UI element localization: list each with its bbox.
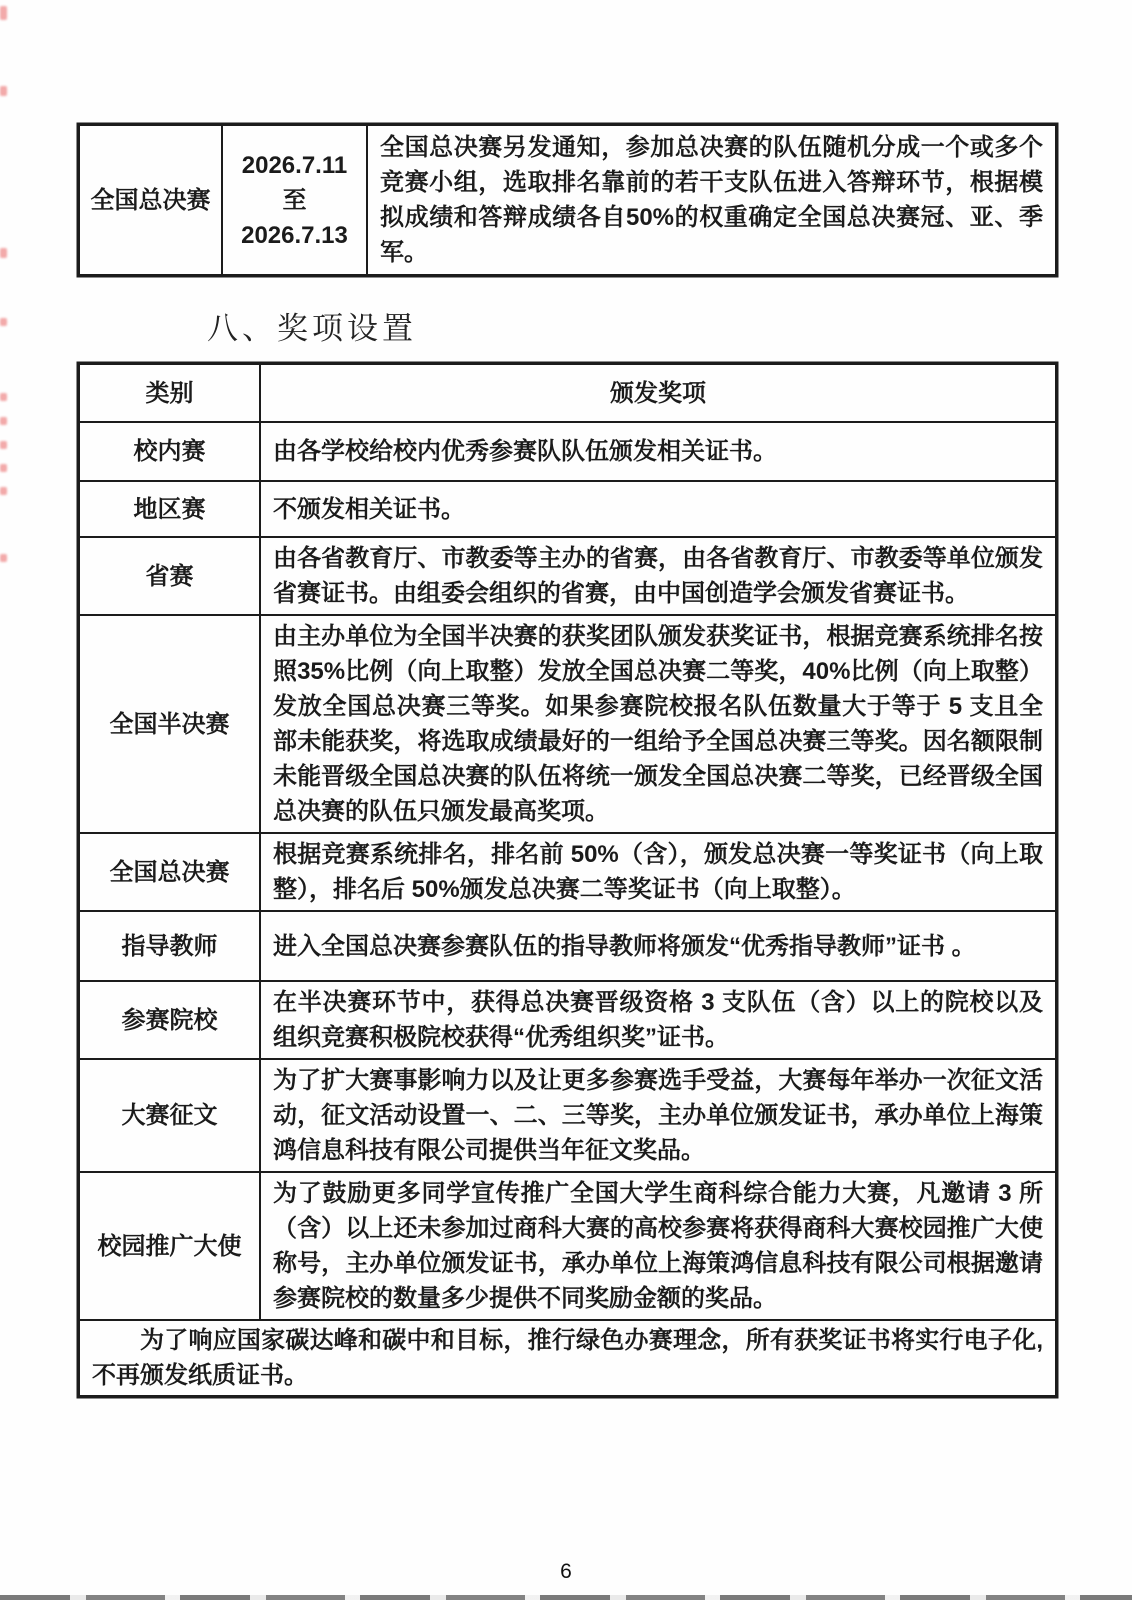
schedule-row <box>79 125 1056 275</box>
scan-artifact <box>0 441 7 449</box>
award-row-national-final <box>79 833 1056 911</box>
date-end: 2026.7.13 <box>241 221 348 249</box>
section-heading: 八、奖项设置 <box>207 311 417 346</box>
award-cell: 为了鼓励更多同学宣传推广全国大学生商科综合能力大赛，凡邀请 3 所（含）以上还未参加过商科大赛的高校参赛将获得商科大赛校园推广大使称号，主办单位颁发证书，承办单位上海策鸿信息科技有限公司根据邀请参赛院校的数量多少提供不同奖励金额的奖品。 <box>260 1172 1056 1320</box>
scan-artifact <box>0 318 7 326</box>
page-number: 6 <box>560 1560 572 1583</box>
scan-artifact <box>0 464 7 472</box>
award-row-advisors <box>79 911 1056 981</box>
category-cell: 参赛院校 <box>79 981 260 1059</box>
awards-table <box>78 363 1057 1397</box>
category-cell: 地区赛 <box>79 481 260 537</box>
award-cell: 进入全国总决赛参赛队伍的指导教师将颁发“优秀指导教师”证书 。 <box>260 911 1056 981</box>
award-row-essay-contest <box>79 1059 1056 1172</box>
category-cell: 校内赛 <box>79 422 260 481</box>
award-row-regional-round <box>79 481 1056 537</box>
scan-artifact <box>0 86 7 96</box>
schedule-stage-cell: 全国总决赛 <box>79 125 222 275</box>
category-cell: 指导教师 <box>79 911 260 981</box>
scan-artifact <box>0 554 7 562</box>
schedule-dates-cell <box>222 125 367 275</box>
footer-note: 为了响应国家碳达峰和碳中和目标，推行绿色办赛理念，所有获奖证书将实行电子化,不再颁发纸质证书。 <box>79 1320 1056 1396</box>
category-cell: 全国总决赛 <box>79 833 260 911</box>
award-cell: 由主办单位为全国半决赛的获奖团队颁发获奖证书，根据竞赛系统排名按照35%比例（向上取整）发放全国总决赛二等奖，40%比例（向上取整）发放全国总决赛三等奖。如果参赛院校报名队伍数量大于等于 5 支且全部未能获奖，将选取成绩最好的一组给予全国总决赛三等奖。因名额限制未能晋级全国总决赛的队伍将统一颁发全国总决赛二等奖，已经晋级全国总决赛的队伍只颁发最高奖项。 <box>260 615 1056 833</box>
date-separator: 至 <box>282 186 307 214</box>
schedule-table <box>78 124 1057 276</box>
category-cell: 省赛 <box>79 537 260 615</box>
award-row-school-round <box>79 422 1056 481</box>
scan-artifact <box>0 393 7 401</box>
scan-edge-artifact <box>0 1595 1132 1600</box>
award-cell: 由各省教育厅、市教委等主办的省赛，由各省教育厅、市教委等单位颁发省赛证书。由组委会组织的省赛，由中国创造学会颁发省赛证书。 <box>260 537 1056 615</box>
scan-artifact <box>0 248 7 258</box>
award-cell: 为了扩大赛事影响力以及让更多参赛选手受益，大赛每年举办一次征文活动，征文活动设置一、二、三等奖，主办单位颁发证书，承办单位上海策鸿信息科技有限公司提供当年征文奖品。 <box>260 1059 1056 1172</box>
header-category: 类别 <box>79 364 260 422</box>
schedule-description-cell: 全国总决赛另发通知，参加总决赛的队伍随机分成一个或多个竞赛小组，选取排名靠前的若干支队伍进入答辩环节，根据模拟成绩和答辩成绩各自50%的权重确定全国总决赛冠、亚、季军。 <box>367 125 1056 275</box>
award-cell: 由各学校给校内优秀参赛队队伍颁发相关证书。 <box>260 422 1056 481</box>
header-award: 颁发奖项 <box>260 364 1056 422</box>
scan-artifact <box>0 6 7 20</box>
category-cell: 全国半决赛 <box>79 615 260 833</box>
award-cell: 不颁发相关证书。 <box>260 481 1056 537</box>
award-cell: 根据竞赛系统排名，排名前 50%（含），颁发总决赛一等奖证书（向上取整），排名后 50%颁发总决赛二等奖证书（向上取整）。 <box>260 833 1056 911</box>
scan-artifact <box>0 417 7 425</box>
date-start: 2026.7.11 <box>241 151 348 179</box>
scan-artifact <box>0 487 7 495</box>
category-cell: 校园推广大使 <box>79 1172 260 1320</box>
category-cell: 大赛征文 <box>79 1059 260 1172</box>
awards-header-row <box>79 364 1056 422</box>
awards-footer-row <box>79 1320 1056 1396</box>
award-row-participating-schools <box>79 981 1056 1059</box>
award-cell: 在半决赛环节中，获得总决赛晋级资格 3 支队伍（含）以上的院校以及组织竞赛积极院校获得“优秀组织奖”证书。 <box>260 981 1056 1059</box>
award-row-provincial-round <box>79 537 1056 615</box>
award-row-campus-ambassador <box>79 1172 1056 1320</box>
award-row-national-semifinal <box>79 615 1056 833</box>
